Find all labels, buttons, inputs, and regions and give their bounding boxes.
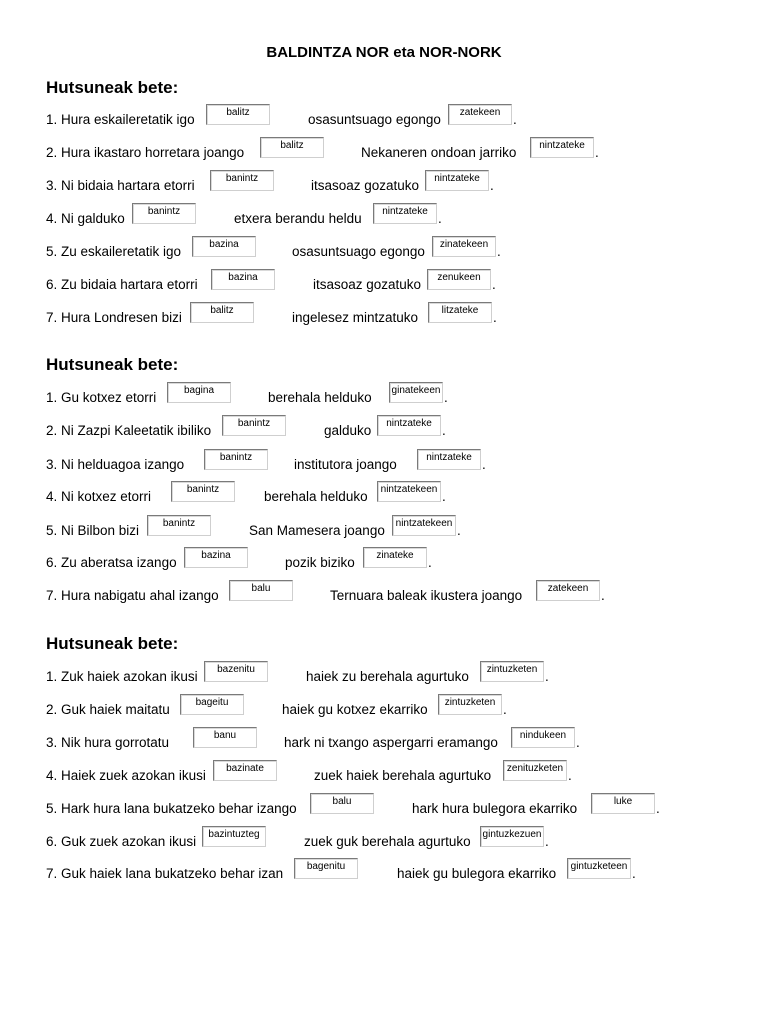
sentence-middle: itsasoaz gozatuko (311, 178, 420, 193)
answer-field-1[interactable]: banintz (204, 449, 268, 470)
sentence-end: . (601, 588, 605, 603)
answer-field-1[interactable]: balu (229, 580, 293, 601)
sentence-middle: zuek haiek berehala agurtuko (314, 768, 492, 783)
exercise-line (46, 415, 746, 439)
sentence-end: . (428, 555, 432, 570)
sentence-end: . (632, 866, 636, 881)
answer-field-2[interactable]: zenukeen (427, 269, 491, 290)
answer-field-1[interactable]: bazinate (213, 760, 277, 781)
sentence-start: 1. Hura eskaileretatik igo (46, 112, 195, 127)
sentence-middle: zuek guk berehala agurtuko (304, 834, 471, 849)
answer-field-1[interactable]: balu (310, 793, 374, 814)
sentence-start: 5. Ni Bilbon bizi (46, 523, 140, 538)
sentence-start: 6. Zu aberatsa izango (46, 555, 177, 570)
answer-field-1[interactable]: banintz (132, 203, 196, 224)
exercise-line (46, 137, 746, 161)
answer-field-2[interactable]: ginatekeen (389, 382, 443, 403)
sentence-middle: Nekaneren ondoan jarriko (361, 145, 517, 160)
answer-field-2[interactable]: zenituzketen (503, 760, 567, 781)
sentence-end: . (442, 489, 446, 504)
answer-field-2[interactable]: nintzateke (373, 203, 437, 224)
answer-field-1[interactable]: banintz (171, 481, 235, 502)
sentence-end: . (503, 702, 507, 717)
exercise-line (46, 826, 746, 850)
sentence-end: . (576, 735, 580, 750)
sentence-middle: itsasoaz gozatuko (313, 277, 422, 292)
sentence-end: . (545, 669, 549, 684)
sentence-start: 5. Zu eskaileretatik igo (46, 244, 182, 259)
answer-field-1[interactable]: bazintuzteg (202, 826, 266, 847)
sentence-middle: pozik biziko (285, 555, 355, 570)
sentence-middle: haiek zu berehala agurtuko (306, 669, 469, 684)
exercise-line (46, 203, 746, 227)
answer-field-1[interactable]: banintz (222, 415, 286, 436)
exercise-line (46, 694, 746, 718)
sentence-start: 2. Ni Zazpi Kaleetatik ibiliko (46, 423, 212, 438)
sentence-start: 2. Hura ikastaro horretara joango (46, 145, 245, 160)
sentence-end: . (545, 834, 549, 849)
sentence-start: 3. Ni bidaia hartara etorri (46, 178, 195, 193)
sentence-start: 6. Guk zuek azokan ikusi (46, 834, 197, 849)
section-heading: Hutsuneak bete: (46, 78, 179, 97)
exercise-line (46, 547, 746, 571)
answer-field-2[interactable]: nindukeen (511, 727, 575, 748)
sentence-end: . (497, 244, 501, 259)
sentence-end: . (493, 310, 497, 325)
exercise-line (46, 236, 746, 260)
answer-field-1[interactable]: bazina (192, 236, 256, 257)
sentence-end: . (492, 277, 496, 292)
answer-field-2[interactable]: nintzateke (377, 415, 441, 436)
sentence-end: . (442, 423, 446, 438)
answer-field-2[interactable]: zatekeen (448, 104, 512, 125)
sentence-start: 2. Guk haiek maitatu (46, 702, 170, 717)
sentence-end: . (513, 112, 517, 127)
page-title: BALDINTZA NOR eta NOR-NORK (266, 44, 502, 61)
exercise-line (46, 382, 746, 406)
sentence-start: 7. Hura Londresen bizi (46, 310, 182, 325)
answer-field-2[interactable]: gintuzketeen (567, 858, 631, 879)
answer-field-2[interactable]: luke (591, 793, 655, 814)
answer-field-2[interactable]: nintzateke (425, 170, 489, 191)
sentence-start: 6. Zu bidaia hartara etorri (46, 277, 198, 292)
exercise-line (46, 302, 746, 326)
sentence-end: . (438, 211, 442, 226)
sentence-middle: haiek gu kotxez ekarriko (282, 702, 428, 717)
section-heading: Hutsuneak bete: (46, 355, 179, 374)
sentence-end: . (595, 145, 599, 160)
sentence-start: 7. Guk haiek lana bukatzeko behar izan (46, 866, 284, 881)
sentence-middle: institutora joango (294, 457, 397, 472)
exercise-line (46, 760, 746, 784)
exercise-line (46, 170, 746, 194)
sentence-start: 4. Ni kotxez etorri (46, 489, 152, 504)
answer-field-1[interactable]: banu (193, 727, 257, 748)
answer-field-1[interactable]: bazina (184, 547, 248, 568)
sentence-middle: berehala helduko (268, 390, 372, 405)
answer-field-1[interactable]: bageitu (180, 694, 244, 715)
exercise-line (46, 858, 746, 882)
sentence-middle: berehala helduko (264, 489, 368, 504)
sentence-end: . (444, 390, 448, 405)
answer-field-2[interactable]: zintuzketen (480, 661, 544, 682)
sentence-middle: etxera berandu heldu (234, 211, 362, 226)
answer-field-2[interactable]: nintzatekeen (392, 515, 456, 536)
answer-field-2[interactable]: nintzateke (417, 449, 481, 470)
exercise-line (46, 481, 746, 505)
sentence-start: 4. Ni galduko (46, 211, 125, 226)
exercise-line (46, 727, 746, 751)
answer-field-1[interactable]: balitz (190, 302, 254, 323)
sentence-end: . (490, 178, 494, 193)
exercise-line (46, 515, 746, 539)
sentence-middle: San Mamesera joango (249, 523, 385, 538)
answer-field-2[interactable]: zatekeen (536, 580, 600, 601)
sentence-middle: osasuntsuago egongo (308, 112, 441, 127)
answer-field-1[interactable]: bazenitu (204, 661, 268, 682)
exercise-line (46, 793, 746, 817)
exercise-line (46, 449, 746, 473)
exercise-line (46, 580, 746, 604)
answer-field-2[interactable]: nintzateke (530, 137, 594, 158)
sentence-middle: osasuntsuago egongo (292, 244, 425, 259)
sentence-middle: hark hura bulegora ekarriko (412, 801, 578, 816)
sentence-start: 1. Zuk haiek azokan ikusi (46, 669, 198, 684)
answer-field-1[interactable]: banintz (147, 515, 211, 536)
sentence-end: . (482, 457, 486, 472)
answer-field-2[interactable]: gintuzkezuen (480, 826, 544, 847)
answer-field-2[interactable]: nintzatekeen (377, 481, 441, 502)
sentence-start: 5. Hark hura lana bukatzeko behar izango (46, 801, 297, 816)
sentence-end: . (656, 801, 660, 816)
sentence-middle: galduko (324, 423, 372, 438)
answer-field-2[interactable]: zinateke (363, 547, 427, 568)
answer-field-1[interactable]: bazina (211, 269, 275, 290)
exercise-line (46, 104, 746, 128)
answer-field-1[interactable]: bagenitu (294, 858, 358, 879)
answer-field-2[interactable]: litzateke (428, 302, 492, 323)
section-heading: Hutsuneak bete: (46, 634, 179, 653)
answer-field-2[interactable]: zintuzketen (438, 694, 502, 715)
answer-field-1[interactable]: bagina (167, 382, 231, 403)
sentence-start: 4. Haiek zuek azokan ikusi (46, 768, 206, 783)
sentence-start: 7. Hura nabigatu ahal izango (46, 588, 219, 603)
answer-field-1[interactable]: balitz (206, 104, 270, 125)
sentence-middle: hark ni txango aspergarri eramango (284, 735, 498, 750)
sentence-end: . (457, 523, 461, 538)
exercise-line (46, 661, 746, 685)
sentence-start: 1. Gu kotxez etorri (46, 390, 157, 405)
answer-field-1[interactable]: balitz (260, 137, 324, 158)
answer-field-1[interactable]: banintz (210, 170, 274, 191)
sentence-start: 3. Nik hura gorrotatu (46, 735, 170, 750)
sentence-middle: Ternuara baleak ikustera joango (330, 588, 523, 603)
answer-field-2[interactable]: zinatekeen (432, 236, 496, 257)
sentence-middle: ingelesez mintzatuko (292, 310, 419, 325)
sentence-middle: haiek gu bulegora ekarriko (397, 866, 557, 881)
exercise-line (46, 269, 746, 293)
sentence-end: . (568, 768, 572, 783)
sentence-start: 3. Ni helduagoa izango (46, 457, 185, 472)
